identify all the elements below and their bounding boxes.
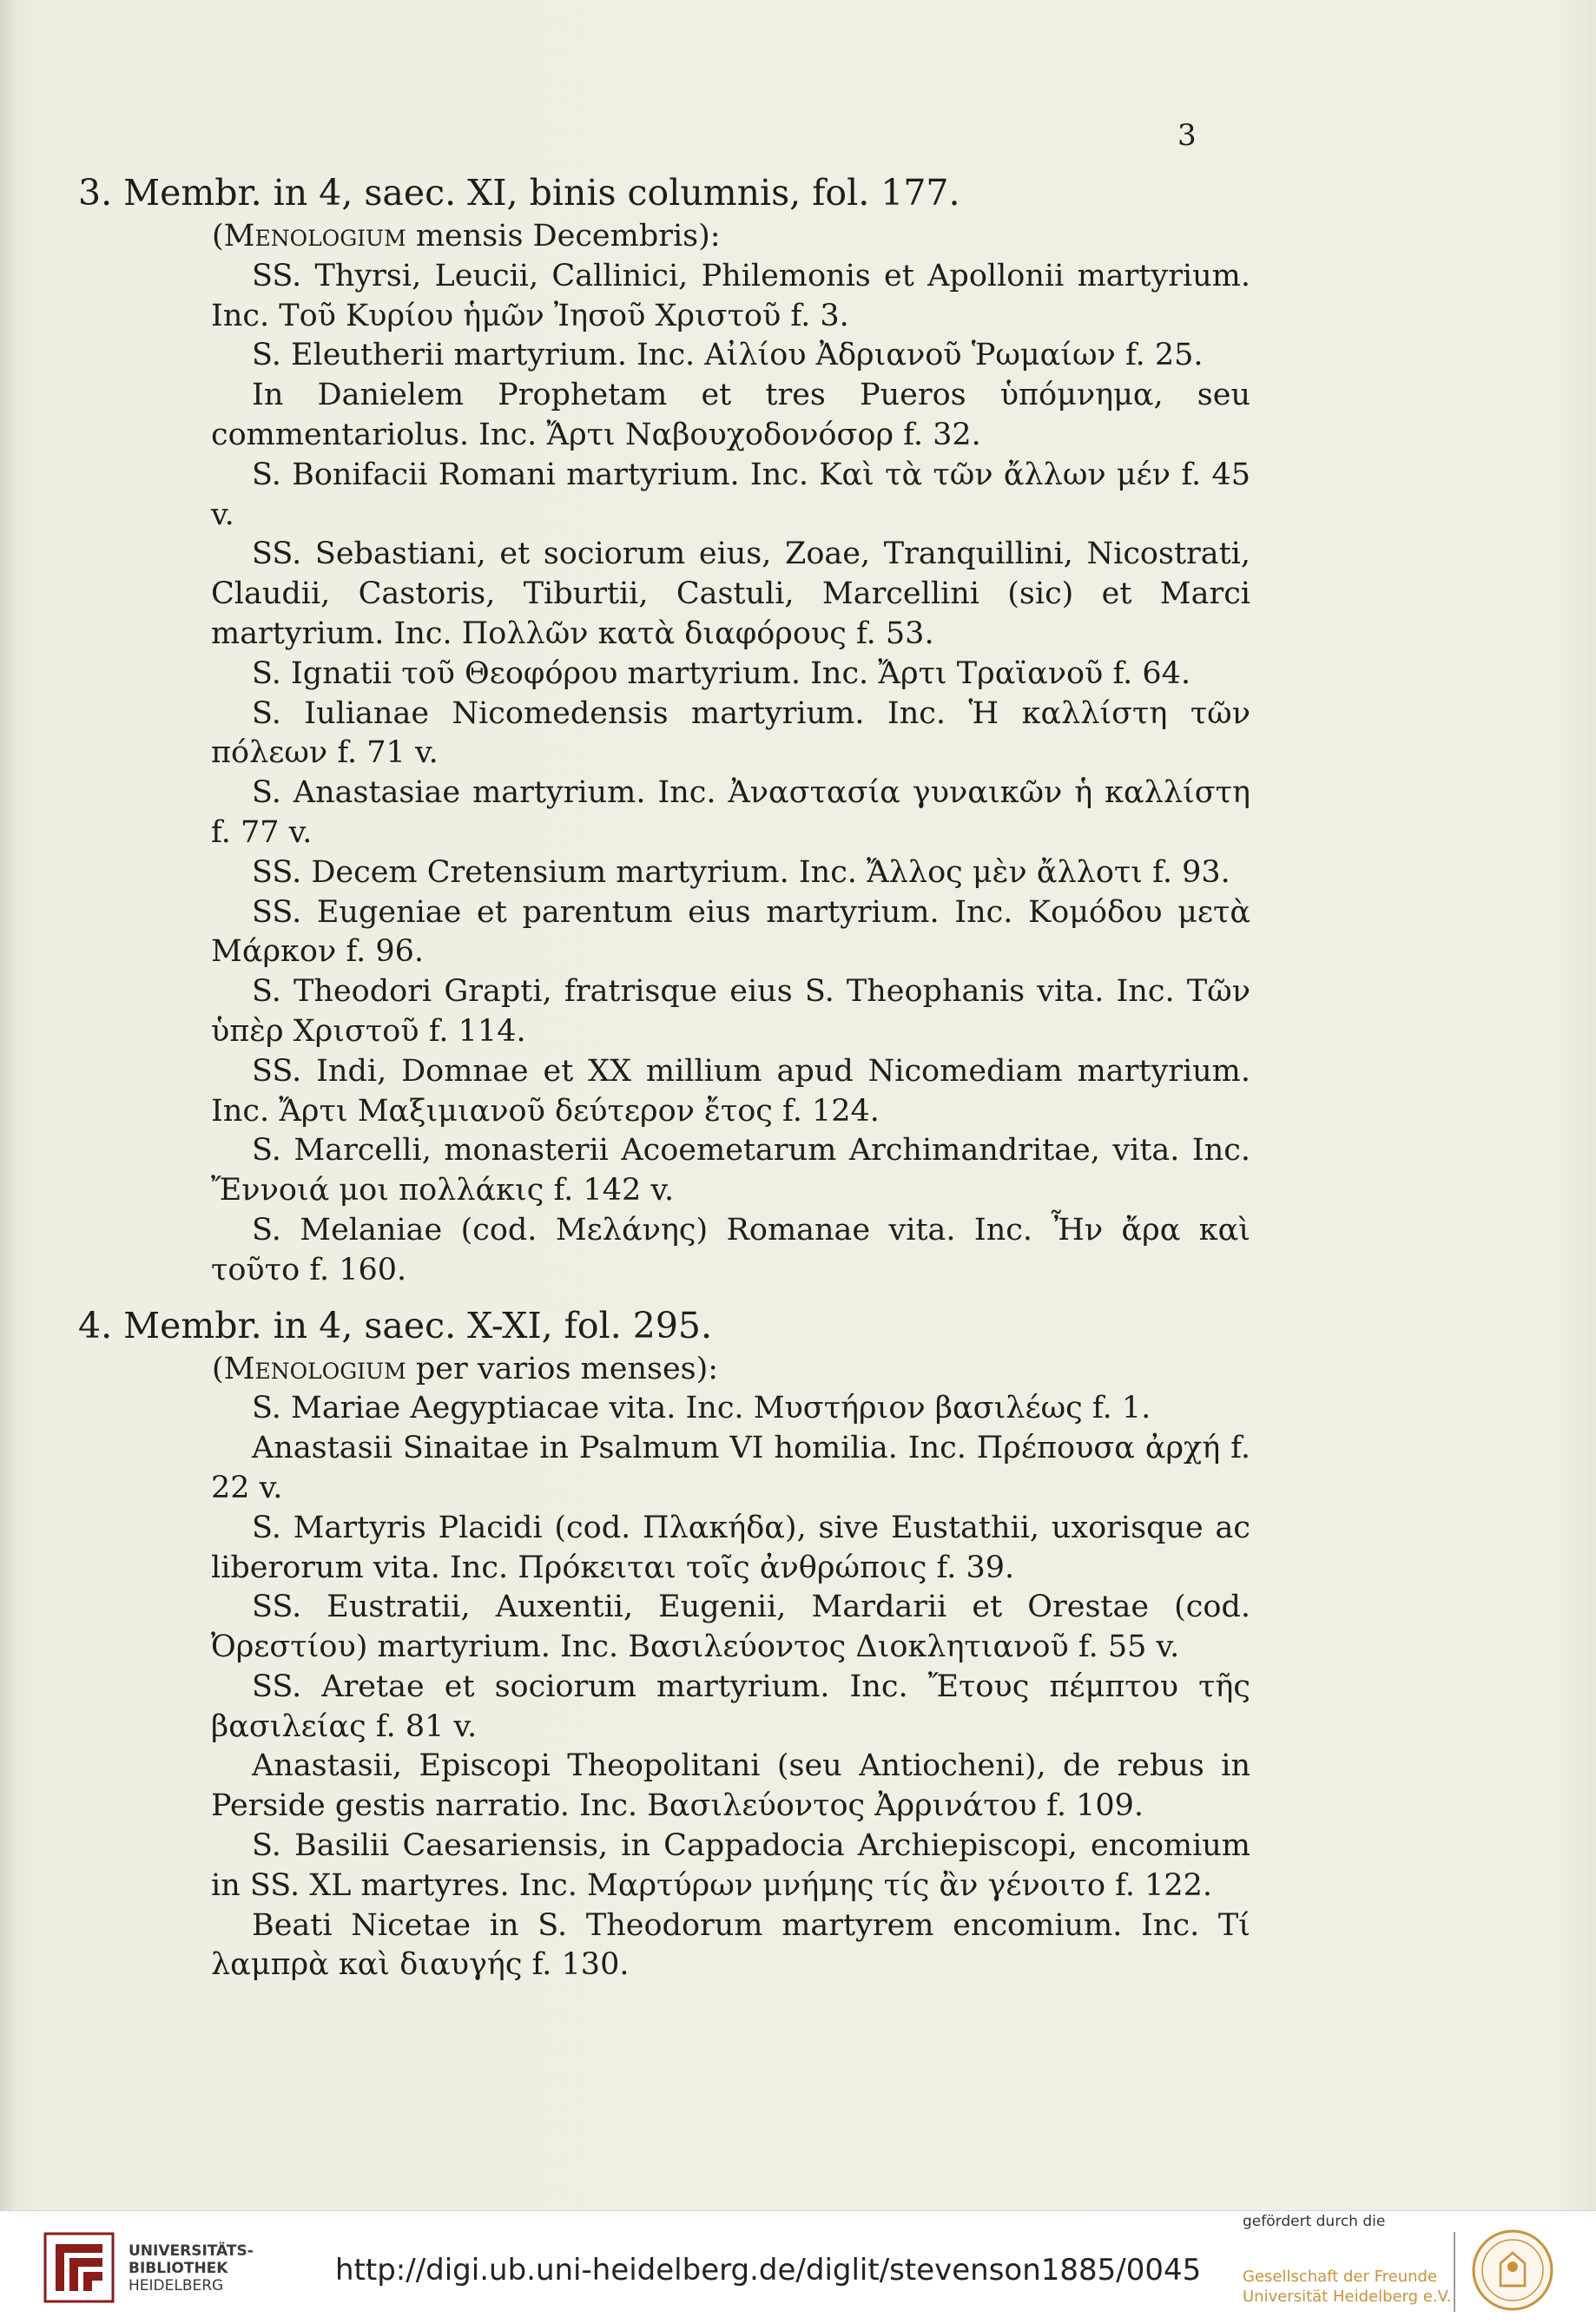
section-subtitle bbox=[87, 1350, 1250, 1390]
page-number: 3 bbox=[1177, 118, 1197, 153]
text-run: S. Basilii Caesariensis, in Cappadocia Archiepiscopi, encomium in SS. XL martyres. Inc. Μαρτύρων μνήμης τίς ἂν γένοιτο f. 122. bbox=[211, 1828, 1250, 1903]
entry-paragraph bbox=[87, 1588, 1250, 1668]
entry-paragraph bbox=[87, 456, 1250, 536]
text-run: ( bbox=[212, 1351, 224, 1386]
sponsor-name[interactable] bbox=[1243, 2267, 1451, 2307]
sponsor-label: gefördert durch die bbox=[1243, 2213, 1386, 2230]
text-run: S. Anastasiae martyrium. Inc. Ἀναστασία γυναικῶν ἡ καλλίστη f. 77 v. bbox=[211, 775, 1250, 850]
entry-paragraph bbox=[87, 695, 1250, 774]
entry-paragraph bbox=[87, 1668, 1250, 1748]
entry-paragraph bbox=[87, 1131, 1250, 1211]
manuscript-heading bbox=[78, 1303, 1250, 1348]
entry-paragraph bbox=[87, 774, 1250, 853]
entry-paragraph bbox=[87, 1389, 1250, 1429]
text-run: S. Marcelli, monasterii Acoemetarum Archimandritae, vita. Inc. Ἔννοιά μοι πολλάκις f. 142 v. bbox=[211, 1133, 1250, 1208]
entry-paragraph bbox=[87, 1052, 1250, 1132]
entry-paragraph bbox=[87, 893, 1250, 973]
library-name-line: HEIDELBERG bbox=[129, 2277, 224, 2294]
text-run: SS. Eugeniae et parentum eius martyrium. Inc. Κομόδου μετὰ Μάρκον f. 96. bbox=[211, 894, 1250, 970]
library-name bbox=[129, 2242, 254, 2294]
entry-paragraph bbox=[87, 972, 1250, 1052]
entry-paragraph bbox=[87, 1509, 1250, 1589]
text-run: SS. Sebastiani, et sociorum eius, Zoae, Tranquillini, Nicostrati, Claudii, Castoris, Tiburtii, Castuli, Marcellini (sic) et Marci martyrium. Inc. Πολλῶν κατὰ διαφόρους f. 53. bbox=[211, 537, 1250, 651]
entry-paragraph bbox=[87, 853, 1250, 893]
entry-paragraph bbox=[87, 1211, 1250, 1291]
text-run: Menologium bbox=[223, 1351, 406, 1386]
library-name-line: BIBLIOTHEK bbox=[129, 2260, 228, 2277]
sponsor-name-line: Gesellschaft der Freunde bbox=[1243, 2268, 1438, 2286]
entry-paragraph bbox=[87, 1429, 1250, 1509]
text-run: S. Martyris Placidi (cod. Πλακήδα), sive Eustathii, uxorisque ac liberorum vita. Inc. Πρόκειται τοῖς ἀνθρώποις f. 39. bbox=[211, 1510, 1250, 1585]
entry-paragraph bbox=[87, 1747, 1250, 1827]
text-run: S. Mariae Aegyptiacae vita. Inc. Μυστήριον βασιλέως f. 1. bbox=[252, 1391, 1151, 1426]
text-run: SS. Decem Cretensium martyrium. Inc. Ἄλλος μὲν ἄλλοτι f. 93. bbox=[252, 854, 1230, 890]
text-run: S. Melaniae (cod. Μελάνης) Romanae vita. Inc. Ἦν ἄρα καὶ τοῦτο f. 160. bbox=[211, 1212, 1250, 1287]
text-run: Menologium bbox=[223, 219, 406, 253]
text-run: In Danielem Prophetam et tres Pueros ὑπόμνημα, seu commentariolus. Inc. Ἄρτι Ναβουχοδονόσορ f. 32. bbox=[211, 378, 1250, 452]
text-run: 3. Membr. in 4, saec. XI, binis columnis, fol. 177. bbox=[78, 172, 960, 214]
manuscript-heading bbox=[78, 170, 1250, 215]
entry-paragraph bbox=[87, 376, 1250, 456]
university-library-logo-icon[interactable] bbox=[43, 2232, 115, 2303]
text-run: S. Eleutherii martyrium. Inc. Αἰλίου Ἀδριανοῦ Ῥωμαίων f. 25. bbox=[252, 338, 1204, 373]
footer-divider bbox=[1454, 2232, 1455, 2312]
text-run: per varios menses): bbox=[406, 1351, 719, 1386]
text-run: SS. Thyrsi, Leucii, Callinici, Philemonis et Apollonii martyrium. Inc. Τοῦ Κυρίου ἡμῶν Ἰησοῦ Χριστοῦ f. 3. bbox=[211, 258, 1250, 333]
entry-paragraph bbox=[87, 336, 1250, 376]
entry-paragraph bbox=[87, 535, 1250, 654]
university-seal-icon bbox=[1471, 2229, 1554, 2312]
library-name-line: UNIVERSITÄTS- bbox=[129, 2242, 254, 2260]
entry-paragraph bbox=[87, 1827, 1250, 1906]
text-run: mensis Decembris): bbox=[406, 219, 721, 253]
text-run: 4. Membr. in 4, saec. X-XI, fol. 295. bbox=[78, 1304, 713, 1346]
text-run: Anastasii Sinaitae in Psalmum VI homilia. Inc. Πρέπουσα ἀρχή f. 22 v. bbox=[211, 1431, 1250, 1505]
entry-paragraph bbox=[87, 655, 1250, 695]
text-run: S. Theodori Grapti, fratrisque eius S. Theophanis vita. Inc. Τῶν ὑπὲρ Χριστοῦ f. 114. bbox=[211, 974, 1250, 1049]
entry-paragraph bbox=[87, 1906, 1250, 1986]
entry-paragraph bbox=[87, 257, 1250, 337]
sponsor-name-line: Universität Heidelberg e.V. bbox=[1243, 2288, 1452, 2306]
text-run: Anastasii, Episcopi Theopolitani (seu Antiocheni), de rebus in Perside gestis narratio. Inc. Βασιλεύοντος Ἀρρινάτου f. 109. bbox=[211, 1748, 1250, 1824]
text-run: S. Iulianae Nicomedensis martyrium. Inc. Ἡ καλλίστη τῶν πόλεων f. 71 v. bbox=[211, 695, 1250, 771]
text-run: Beati Nicetae in S. Theodorum martyrem encomium. Inc. Τί λαμπρὰ καὶ διαυγής f. 130. bbox=[211, 1907, 1250, 1983]
text-run: SS. Indi, Domnae et XX millium apud Nicomediam martyrium. Inc. Ἄρτι Μαξιμιανοῦ δεύτερον ἔτος f. 124. bbox=[211, 1053, 1250, 1129]
text-run: SS. Aretae et sociorum martyrium. Inc. Ἔτους πέμπτου τῆς βασιλείας f. 81 v. bbox=[211, 1669, 1250, 1744]
text-run: ( bbox=[212, 219, 224, 253]
text-run: S. Bonifacii Romani martyrium. Inc. Καὶ τὰ τῶν ἄλλων μέν f. 45 v. bbox=[211, 457, 1250, 532]
text-run: S. Ignatii τοῦ Θεοφόρου martyrium. Inc. Ἄρτι Τραϊανοῦ f. 64. bbox=[252, 655, 1191, 691]
footer-bar bbox=[0, 2210, 1596, 2324]
document-url-link[interactable]: http://digi.ub.uni-heidelberg.de/diglit/stevenson1885/0045 bbox=[335, 2253, 1202, 2288]
section-subtitle bbox=[87, 217, 1250, 257]
text-run: SS. Eustratii, Auxentii, Eugenii, Mardarii et Orestae (cod. Ὀρεστίου) martyrium. Inc. Βασιλεύοντος Διοκλητιανοῦ f. 55 v. bbox=[211, 1590, 1250, 1665]
document-text bbox=[78, 165, 1250, 1985]
